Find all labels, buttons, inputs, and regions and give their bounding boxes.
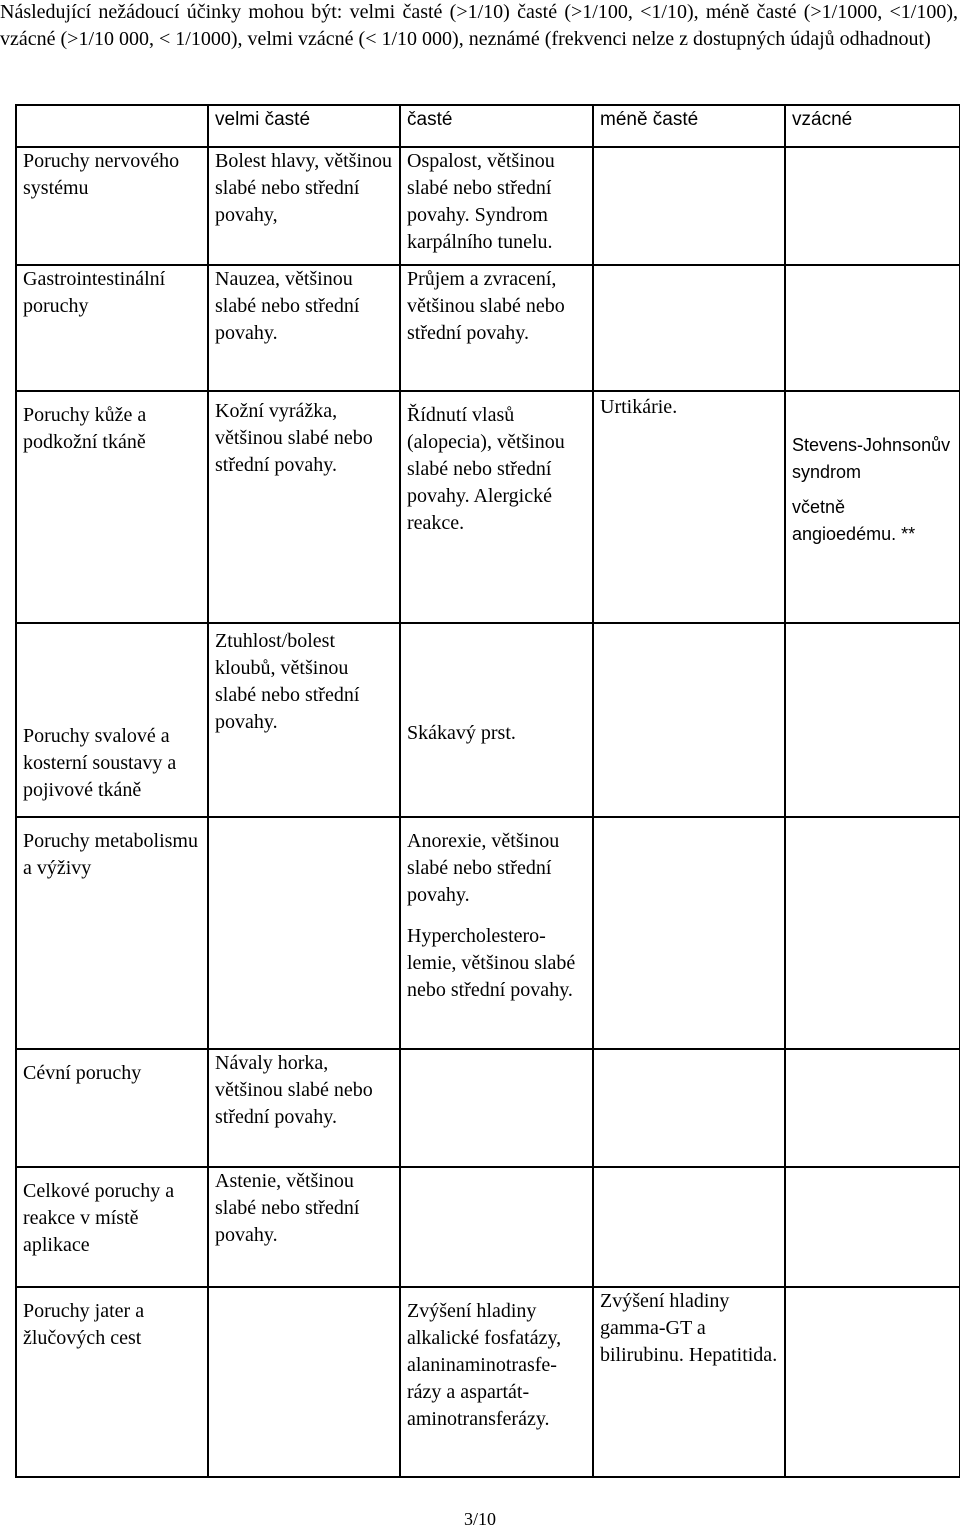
table-row: [16, 1049, 960, 1167]
organ-class-cell: Poruchy jater a žlučových cest: [16, 1287, 208, 1477]
organ-class-cell: Poruchy kůže a podkožní tkáně: [16, 391, 208, 623]
common-anorexia: Anorexie, většinou slabé nebo střední povahy.: [407, 830, 560, 906]
very-common-cell: Astenie, většinou slabé nebo střední povahy.: [208, 1167, 400, 1287]
uncommon-cell: [593, 265, 785, 391]
rare-cell: [785, 147, 960, 265]
header-uncommon: méně časté: [593, 105, 785, 147]
common-cell: Zvýšení hladiny alkalické fosfatázy, alaninaminotrasfe- rázy a aspartát- aminotransferázy.: [400, 1287, 593, 1477]
header-very-common: velmi časté: [208, 105, 400, 147]
common-hypercholesterolemia: Hypercholestero- lemie, většinou slabé nebo střední povahy.: [407, 925, 576, 1001]
organ-class-cell: Poruchy svalové a kosterní soustavy a pojivové tkáně: [16, 623, 208, 817]
common-cell: Skákavý prst.: [400, 623, 593, 817]
organ-class-cell: Gastrointestinální poruchy: [16, 265, 208, 391]
very-common-cell: Bolest hlavy, většinou slabé nebo střední povahy,: [208, 147, 400, 265]
page-number: 3/10: [463, 1509, 496, 1529]
uncommon-cell: [593, 1167, 785, 1287]
common-cell: Řídnutí vlasů (alopecia), většinou slabé nebo střední povahy. Alergické reakce.: [400, 391, 593, 623]
common-cell: Ospalost, většinou slabé nebo střední povahy. Syndrom karpálního tunelu.: [400, 147, 593, 265]
table-row: [16, 391, 960, 623]
rare-sjs: Stevens-Johnsonův syndrom: [792, 435, 951, 482]
table-row: [16, 265, 960, 391]
common-cell: [400, 1167, 593, 1287]
very-common-cell: Návaly horka, většinou slabé nebo střední povahy.: [208, 1049, 400, 1167]
uncommon-cell: [593, 147, 785, 265]
rare-cell: [785, 1167, 960, 1287]
organ-class-cell: Celkové poruchy a reakce v místě aplikace: [16, 1167, 208, 1287]
header-common: časté: [400, 105, 593, 147]
uncommon-cell: [593, 623, 785, 817]
adverse-effects-table: [15, 104, 960, 1478]
very-common-cell: [208, 817, 400, 1049]
organ-class-cell: Cévní poruchy: [16, 1049, 208, 1167]
very-common-cell: [208, 1287, 400, 1477]
uncommon-cell: Zvýšení hladiny gamma-GT a bilirubinu. Hepatitida.: [593, 1287, 785, 1477]
header-organ-class: [16, 105, 208, 147]
table-header-row: [16, 105, 960, 147]
table-row: [16, 1167, 960, 1287]
table-row: [16, 147, 960, 265]
table-row: [16, 1287, 960, 1477]
table-row: [16, 817, 960, 1049]
intro-paragraph: Následující nežádoucí účinky mohou být: velmi časté (>1/10) časté (>1/100, <1/10), méně časté (>1/1000, <1/100), vzácné (>1/10 000, < 1/1000), velmi vzácné (< 1/10 000), neznámé (frekvenci nelze z dostupných údajů odhadnout): [0, 1, 958, 50]
rare-cell: [785, 391, 960, 623]
header-rare: vzácné: [785, 105, 960, 147]
uncommon-cell: Urtikárie.: [593, 391, 785, 623]
very-common-cell: Nauzea, většinou slabé nebo střední povahy.: [208, 265, 400, 391]
very-common-cell: Kožní vyrážka, většinou slabé nebo střední povahy.: [208, 391, 400, 623]
rare-angioedema: včetně angioedému. **: [792, 497, 916, 544]
common-cell: [400, 1049, 593, 1167]
organ-class-cell: Poruchy nervového systému: [16, 147, 208, 265]
rare-cell: [785, 623, 960, 817]
rare-cell: [785, 265, 960, 391]
very-common-cell: Ztuhlost/bolest kloubů, většinou slabé nebo střední povahy.: [208, 623, 400, 817]
common-cell: Průjem a zvracení, většinou slabé nebo střední povahy.: [400, 265, 593, 391]
table-row: [16, 623, 960, 817]
uncommon-cell: [593, 1049, 785, 1167]
uncommon-cell: [593, 817, 785, 1049]
common-cell: [400, 817, 593, 1049]
organ-class-cell: Poruchy metabolismu a výživy: [16, 817, 208, 1049]
rare-cell: [785, 1287, 960, 1477]
rare-cell: [785, 1049, 960, 1167]
rare-cell: [785, 817, 960, 1049]
